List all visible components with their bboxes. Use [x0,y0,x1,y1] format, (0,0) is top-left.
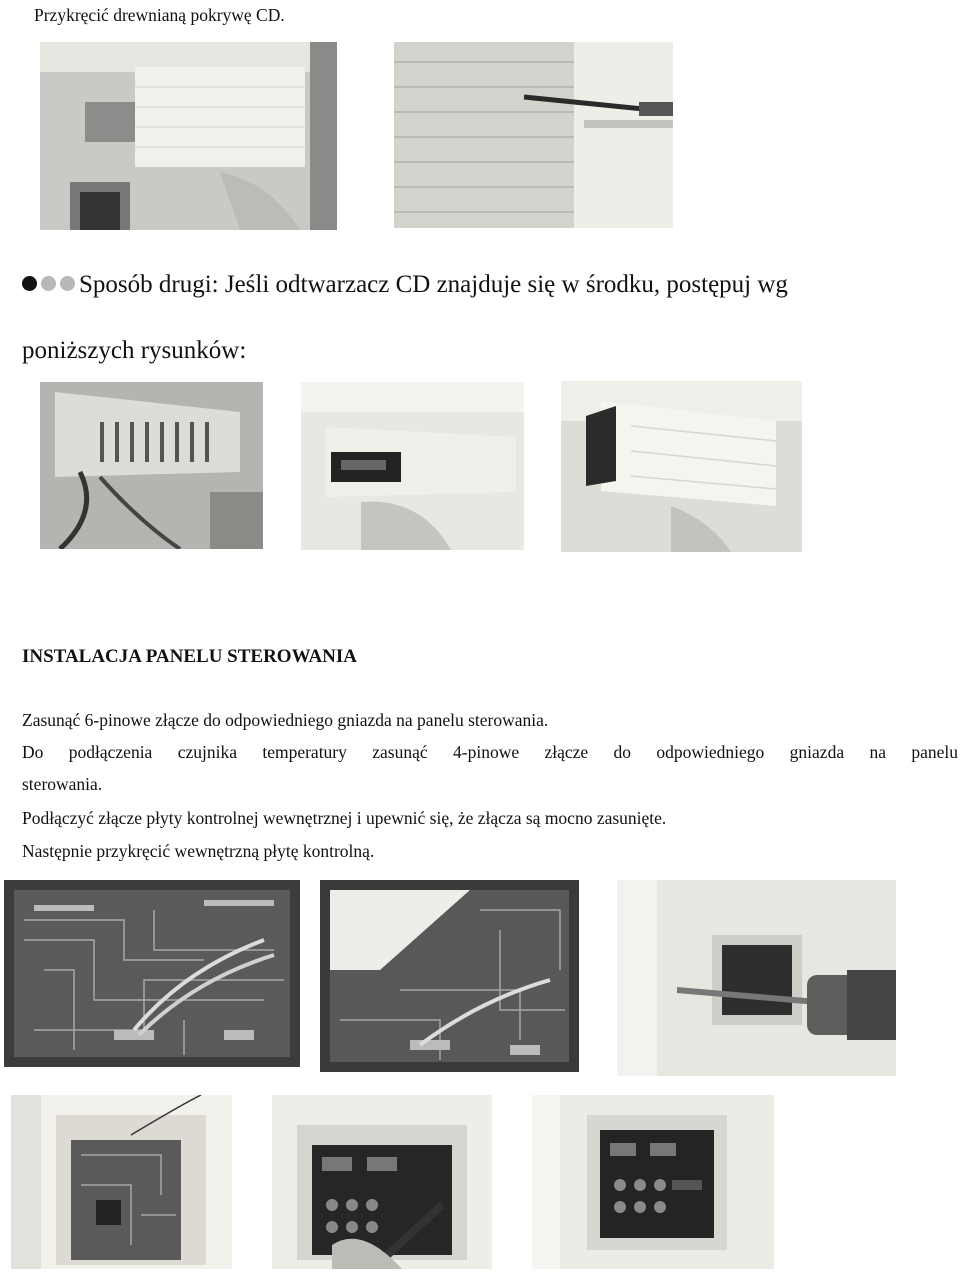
photo-cd-cover-hold [40,42,337,230]
photo-panel-screwdriver [272,1095,492,1269]
paragraph-4pin-line2: sterowania. [22,774,103,794]
top-caption: Przykręcić drewnianą pokrywę CD. [34,5,285,25]
photo-board-mounted [11,1095,232,1269]
photo-cd-player-wires [40,382,263,549]
paragraph-screw-board: Następnie przykręcić wewnętrzną płytę kontrolną. [22,841,375,861]
paragraph-4pin-line1: Do podłączenia czujnika temperatury zasunąć 4-pinowe złącze do odpowiedniego gniazda na panelu [22,742,958,762]
photo-cd-box-closed [561,381,802,552]
method-two-line2: poniższych rysunków: [22,337,247,364]
paragraph-6pin: Zasunąć 6-pinowe złącze do odpowiedniego gniazda na panelu sterowania. [22,710,549,730]
photo-cd-cover-screwing [394,42,673,228]
method-two-line1 [22,270,960,300]
photo-control-board-1 [4,880,300,1067]
section-heading: INSTALACJA PANELU STEROWANIA [22,646,358,667]
photo-drill-panel [617,880,896,1076]
photo-control-board-2 [320,880,579,1072]
photo-cd-player-box [301,382,524,550]
bullet-dot-gray-icon [41,276,56,291]
photo-panel-installed [532,1095,774,1269]
paragraph-connect-board: Podłączyć złącze płyty kontrolnej wewnętrznej i upewnić się, że złącza są mocno zasunięte. [22,808,667,828]
method-two-text: Sposób drugi: Jeśli odtwarzacz CD znajduje się w środku, postępuj wg [79,271,788,298]
bullet-dot-black-icon [22,276,37,291]
bullet-dot-gray-icon [60,276,75,291]
